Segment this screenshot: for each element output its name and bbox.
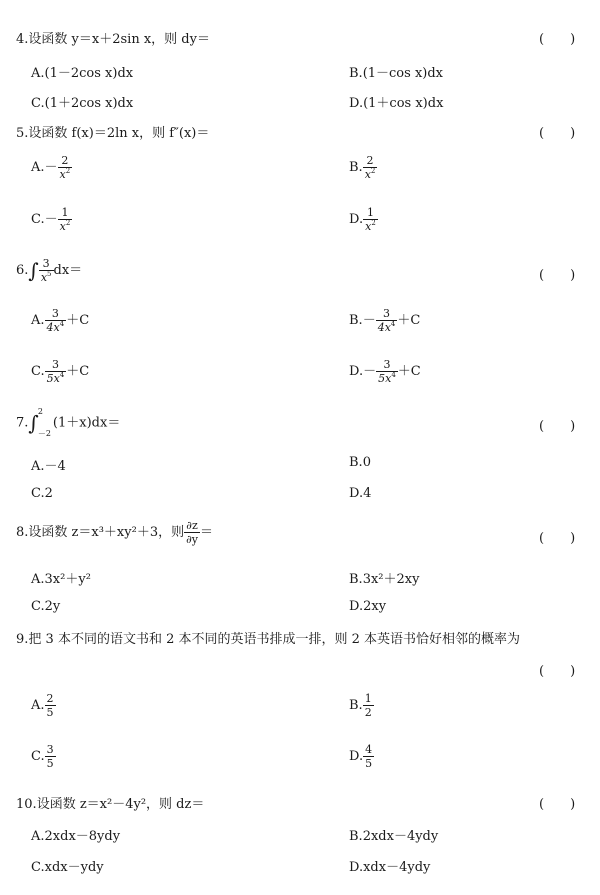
fraction: $\frac{3}{5x^4}$	[378, 358, 396, 385]
answer-parentheses: ( )	[539, 664, 576, 679]
option-d: D. $\frac{4}{5}$	[349, 743, 373, 770]
option-d: D.(1＋cos x)dx	[349, 96, 444, 111]
fraction: $\frac{2}{x^2}$	[59, 154, 71, 181]
option-a: A.(1－2cos x)dx	[31, 66, 134, 81]
fraction: $\frac{3}{4x^4}$	[377, 307, 396, 334]
question-text: 设函数 z＝x³＋xy²＋3，则	[28, 525, 185, 540]
fraction: $\frac{3}{5}$	[46, 743, 54, 770]
option-d: D.4	[349, 486, 372, 501]
option-c: C. $\frac{3}{5}$	[31, 743, 54, 770]
option-a: A. $\frac{3}{4x^4}$ ＋C	[31, 307, 90, 334]
integral-limits: 2 －2	[37, 407, 51, 438]
option-c: C.2	[31, 486, 53, 501]
option-b: B.0	[349, 455, 371, 470]
question-4-stem	[16, 28, 210, 47]
option-c: C. $\frac{3}{5x^4}$ ＋C	[31, 358, 90, 385]
question-10-stem	[16, 793, 204, 812]
option-c: C.(1＋2cos x)dx	[31, 96, 134, 111]
option-a: A.－4	[31, 459, 66, 474]
option-d: D.xdx－4ydy	[349, 860, 431, 875]
option-b: B.3x²＋2xy	[349, 572, 420, 587]
option-b: B. $\frac{1}{2}$	[349, 692, 372, 719]
option-c: C.xdx－ydy	[31, 860, 104, 875]
question-number: 7.	[16, 415, 29, 431]
fraction: $\frac{1}{x^2}$	[365, 206, 376, 233]
option-b: B. $\frac{2}{x^2}$	[349, 154, 376, 181]
integral-sign: ∫	[28, 258, 39, 283]
option-b: B.2xdx－4ydy	[349, 829, 439, 844]
option-a: A.3x²＋y²	[31, 572, 91, 587]
partial-derivative: $\frac{\partial z}{\partial y}$	[186, 519, 198, 546]
option-a: A. $\frac{2}{5}$	[31, 692, 54, 719]
question-text: 把 3 本不同的语文书和 2 本不同的英语书排成一排，则 2 本英语书恰好相邻的概率为	[28, 632, 521, 647]
question-text: 设函数 y＝x＋2sin x，则 dy＝	[28, 32, 210, 47]
fraction: $\frac{3}{4x^4}$	[46, 307, 65, 334]
fraction: $\frac{4}{5}$	[365, 743, 373, 770]
question-number: 8.	[16, 525, 29, 540]
question-number: 4.	[16, 32, 29, 47]
answer-parentheses: ( )	[539, 268, 576, 283]
option-a: A.－ $\frac{2}{x^2}$	[31, 154, 71, 181]
option-a: A.2xdx－8ydy	[31, 829, 121, 844]
fraction: $\frac{3}{x^5}$	[40, 257, 52, 284]
option-b: B.(1－cos x)dx	[349, 66, 443, 81]
option-c: C.2y	[31, 599, 61, 614]
fraction: $\frac{2}{5}$	[46, 692, 54, 719]
fraction: $\frac{1}{2}$	[364, 692, 372, 719]
question-number: 9.	[16, 632, 29, 647]
fraction: $\frac{2}{x^2}$	[364, 154, 376, 181]
answer-parentheses: ( )	[539, 797, 576, 812]
question-number: 10.	[16, 797, 37, 812]
question-text: 设函数 f(x)＝2ln x，则 f″(x)＝	[28, 126, 210, 141]
question-6-stem: 6.∫ $\frac{3}{x^5}$ dx＝	[16, 257, 83, 284]
option-b: B.－ $\frac{3}{4x^4}$ ＋C	[349, 307, 421, 334]
integral-sign: ∫	[28, 411, 39, 435]
question-number: 6.	[16, 263, 29, 278]
question-8-stem: 8.设函数 z＝x³＋xy²＋3，则 $\frac{\partial z}{\partial y}$ ＝	[16, 519, 214, 546]
option-d: D. $\frac{1}{x^2}$	[349, 206, 376, 233]
question-number: 5.	[16, 126, 29, 141]
answer-parentheses: ( )	[539, 126, 576, 141]
question-7-stem: 7.∫ 2 －2 (1＋x)dx＝	[16, 407, 121, 438]
option-d: D.－ $\frac{3}{5x^4}$ ＋C	[349, 358, 421, 385]
question-5-stem	[16, 122, 209, 141]
fraction: $\frac{1}{x^2}$	[59, 206, 71, 233]
option-d: D.2xy	[349, 599, 387, 614]
answer-parentheses: ( )	[539, 531, 576, 546]
option-c: C.－ $\frac{1}{x^2}$	[31, 206, 71, 233]
question-text: 设函数 z＝x²－4y²，则 dz＝	[36, 797, 205, 812]
answer-parentheses: ( )	[539, 32, 576, 47]
fraction: $\frac{3}{5x^4}$	[46, 358, 65, 385]
question-9-stem	[16, 628, 520, 647]
answer-parentheses: ( )	[539, 419, 576, 434]
